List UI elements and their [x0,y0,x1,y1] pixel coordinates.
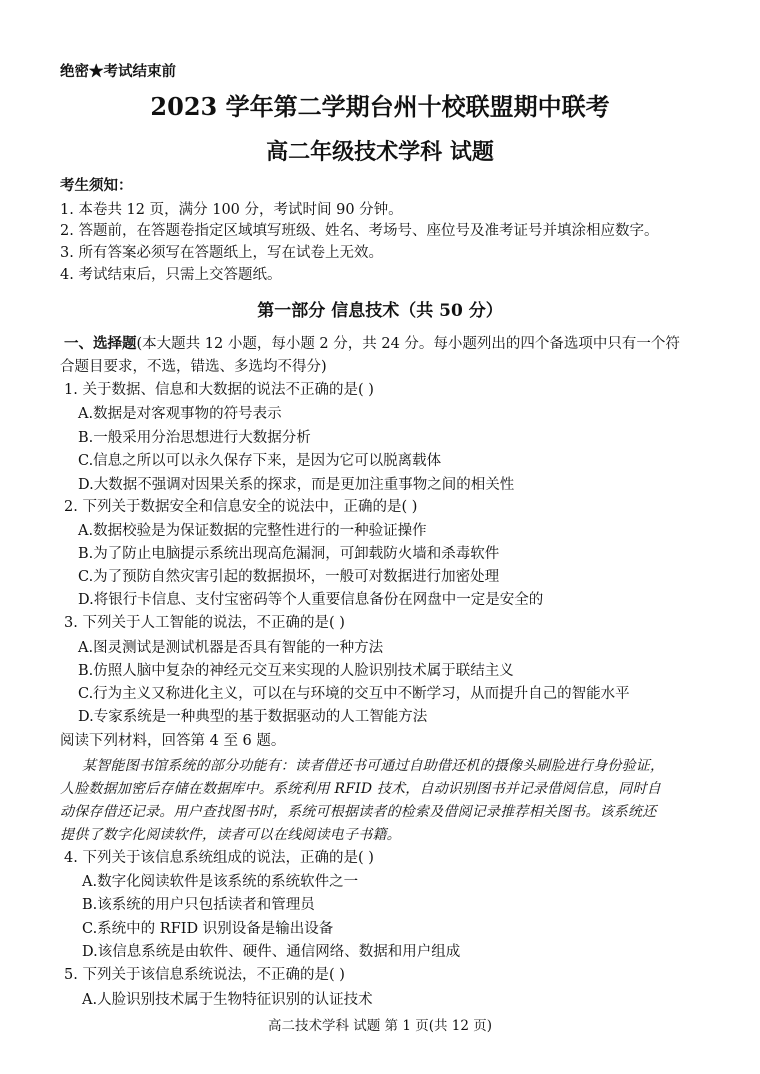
option-b: B.一般采用分治思想进行大数据分析 [78,430,311,446]
secret-label: 绝密★考试结束前 [60,63,176,80]
section-instruction-cont: 合题目要求，不选，错选、多选均不得分) [60,359,327,375]
option-a: A.图灵测试是测试机器是否具有智能的一种方法 [78,640,384,656]
section-heading: 一、选择题 [64,335,137,352]
part-title: 第一部分 信息技术（共 50 分） [257,301,503,321]
option-b: B.该系统的用户只包括读者和管理员 [82,897,315,913]
section-instruction [64,334,680,354]
option-d: D.该信息系统是由软件、硬件、通信网络、数据和用户组成 [82,944,461,960]
page-footer: 高二技术学科 试题 第 1 页(共 12 页) [267,1018,493,1034]
option-b: B.仿照人脑中复杂的神经元交互来实现的人脸识别技术属于联结主义 [78,663,514,679]
material-line: 某智能图书馆系统的部分功能有：读者借还书可通过自助借还机的摄像头刷脸进行身份验证， [82,758,665,774]
material-line: 动保存借还记录。用户查找图书时，系统可根据读者的检索及借阅记录推荐相关图书。该系统还 [60,804,657,820]
option-d: D.专家系统是一种典型的基于数据驱动的人工智能方法 [78,709,428,725]
material-line: 人脸数据加密后存储在数据库中。系统利用 RFID 技术，自动识别图书并记录借阅信息，同时自 [60,781,661,797]
question-stem: 1. 关于数据、信息和大数据的说法不正确的是( ) [64,382,374,398]
notice-heading: 考生须知： [60,177,133,194]
notice-item: 2. 答题前，在答题卷指定区域填写班级、姓名、考场号、座位号及准考证号并填涂相应数字。 [60,223,659,239]
option-d: D.将银行卡信息、支付宝密码等个人重要信息备份在网盘中一定是安全的 [78,592,544,608]
option-c: C.系统中的 RFID 识别设备是输出设备 [82,921,334,937]
option-b: B.为了防止电脑提示系统出现高危漏洞，可卸载防火墙和杀毒软件 [78,546,500,562]
question-stem: 3. 下列关于人工智能的说法，不正确的是( ) [64,615,345,631]
section-instruction-text: (本大题共 12 小题，每小题 2 分，共 24 分。每小题列出的四个备选项中只有一个符 [136,336,680,352]
option-c: C.信息之所以可以永久保存下来，是因为它可以脱离载体 [78,453,442,469]
option-a: A.数字化阅读软件是该系统的系统软件之一 [82,874,359,890]
question-stem: 4. 下列关于该信息系统组成的说法，正确的是( ) [64,850,374,866]
question-stem: 5. 下列关于该信息系统说法，不正确的是( ) [64,967,345,983]
notice-item: 4. 考试结束后，只需上交答题纸。 [60,267,282,283]
reading-intro: 阅读下列材料，回答第 4 至 6 题。 [60,733,286,749]
question-stem: 2. 下列关于数据安全和信息安全的说法中，正确的是( ) [64,499,418,515]
subject-title: 高二年级技术学科 试题 [266,139,494,165]
option-a: A.数据校验是为保证数据的完整性进行的一种验证操作 [78,523,427,539]
option-d: D.大数据不强调对因果关系的探求，而是更加注重事物之间的相关性 [78,477,515,493]
material-line: 提供了数字化阅读软件，读者可以在线阅读电子书籍。 [60,827,401,843]
notice-item: 1. 本卷共 12 页，满分 100 分，考试时间 90 分钟。 [60,202,403,218]
option-c: C.为了预防自然灾害引起的数据损坏，一般可对数据进行加密处理 [78,569,500,585]
option-c: C.行为主义又称进化主义，可以在与环境的交互中不断学习，从而提升自己的智能水平 [78,686,630,702]
option-a: A.人脸识别技术属于生物特征识别的认证技术 [82,992,373,1008]
option-a: A.数据是对客观事物的符号表示 [78,406,282,422]
exam-title: 2023 学年第二学期台州十校联盟期中联考 [150,92,610,121]
notice-item: 3. 所有答案必须写在答题纸上，写在试卷上无效。 [60,245,383,261]
